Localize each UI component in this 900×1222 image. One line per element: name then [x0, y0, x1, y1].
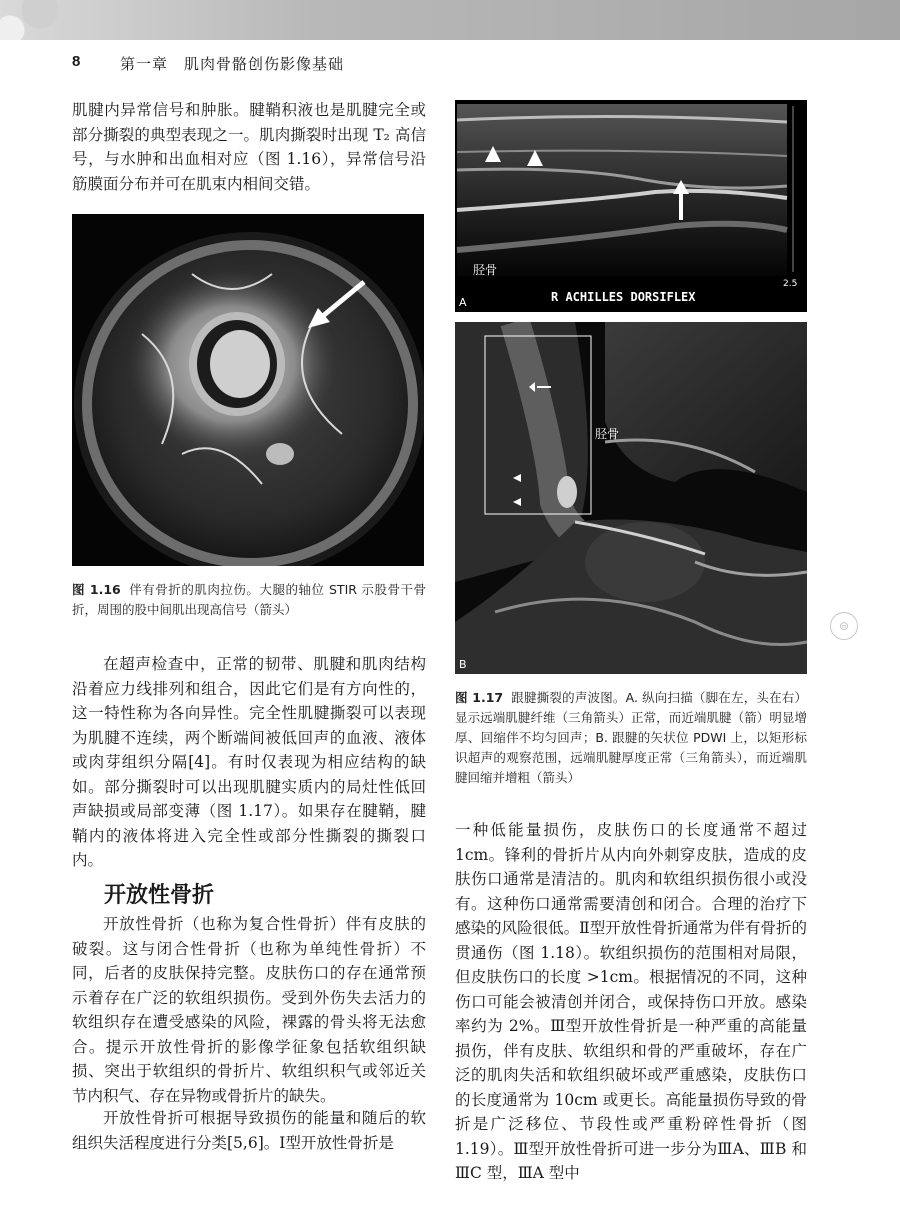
figure-1-16-caption [72, 580, 426, 620]
left-paragraph-1: 肌腱内异常信号和肿胀。腱鞘积液也是肌腱完全或部分撕裂的典型表现之一。肌肉撕裂时出现 T₂ 高信号，与水肿和出血相对应（图 1.16），异常信号沿筋膜面分布并可在肌束内相间交错。 [72, 101, 426, 193]
figure-1-17b-mri [455, 322, 807, 674]
header-decoration [0, 0, 60, 40]
ultrasound-banner: R ACHILLES DORSIFLEX [551, 290, 696, 304]
achilles-ultrasound-image [455, 100, 807, 312]
chapter-title: 第一章 肌肉骨骼创伤影像基础 [120, 56, 345, 73]
mri-bone-label: 胫骨 [595, 427, 620, 441]
left-paragraph-2: 在超声检查中，正常的韧带、肌腱和肌肉结构沿着应力线排列和组合，因此它们是有方向性的，这一特性称为各向异性。完全性肌腱撕裂可以表现为肌腱不连续，两个断端间被低回声的血液、液体或肉芽组织分隔[4]。有时仅表现为相应结构的缺如。部分撕裂时可以出现肌腱实质内的局灶性低回声缺损或局部变薄（图 1.17）。如果存在腱鞘，腱鞘内的液体将进入完全性或部分性撕裂的撕裂口内。 [72, 655, 426, 869]
figure-1-17-text: 跟腱撕裂的声波图。A. 纵向扫描（脚在左，头在右）显示远端肌腱纤维（三角箭头）正常，而近端肌腱（箭）明显增厚、回缩伴不均匀回声；B. 跟腱的矢状位 PDWI 上，以矩形标识超声的观察范围，远端肌腱厚度正常（三角箭头），而近端肌腱回缩并增粗（箭头） [455, 690, 808, 785]
section-heading-open-fracture: 开放性骨折 [104, 883, 215, 908]
ultrasound-bone-label: 胫骨 [473, 263, 498, 277]
page-header-band [0, 0, 900, 40]
figure-1-17-caption [455, 688, 807, 788]
figure-1-17a-ultrasound [455, 100, 807, 312]
ultrasound-depth-label: 2.5 [783, 279, 798, 289]
left-paragraph-3: 开放性骨折（也称为复合性骨折）伴有皮肤的破裂。这与闭合性骨折（也称为单纯性骨折）不同，后者的皮肤保持完整。皮肤伤口的存在通常预示着存在广泛的软组织损伤。受到外伤失去活力的软组织存在遭受感染的风险，裸露的骨头将无法愈合。提示开放性骨折的影像学征象包括软组织缺损、突出于软组织的骨折片、软组织积气或邻近关节内积气、存在异物或骨折片的缺失。 [72, 915, 426, 1105]
right-paragraph-1: 一种低能量损伤，皮肤伤口的长度通常不超过 1cm。锋利的骨折片从内向外刺穿皮肤，造成的皮肤伤口通常是清洁的。肌肉和软组织损伤很小或没有。这种伤口通常需要清创和闭合。合理的治疗下感染的风险很低。Ⅱ型开放性骨折通常为伴有骨折的贯通伤（图 1.18）。软组织损伤的范围相对局限，但皮肤伤口的长度 >1cm。根据情况的不同，这种伤口可能会被清创并闭合，或保持伤口开放。感染率约为 2%。Ⅲ型开放性骨折是一种严重的高能量损伤，伴有皮肤、软组织和骨的严重破坏，存在广泛的肌肉失活和软组织破坏或严重感染，皮肤伤口的长度通常为 10cm 或更长。高能量损伤导致的骨折是广泛移位、节段性或严重粉碎性骨折（图 1.19）。Ⅲ型开放性骨折可进一步分为ⅢA、ⅢB 和ⅢC 型，ⅢA 型中 [455, 821, 807, 1182]
figure-1-16-text: 伴有骨折的肌肉拉伤。大腿的轴位 STIR 示股骨干骨折，周围的股中间肌出现高信号（箭头） [72, 582, 426, 617]
left-paragraph-4: 开放性骨折可根据导致损伤的能量和随后的软组织失活程度进行分类[5,6]。Ⅰ型开放性骨折是 [72, 1109, 426, 1152]
figure-1-16-number: 图 1.16 [72, 582, 121, 597]
thigh-mri-image [72, 214, 424, 566]
figure-1-16-mri [72, 214, 424, 566]
figure-1-17a-panel-label: A [459, 296, 467, 309]
ankle-mri-image [455, 322, 807, 674]
page-number: 8 [72, 53, 81, 70]
figure-1-17b-panel-label: B [459, 658, 467, 671]
figure-1-17-number: 图 1.17 [455, 690, 504, 705]
margin-watermark-icon: ⊜ [830, 612, 858, 640]
